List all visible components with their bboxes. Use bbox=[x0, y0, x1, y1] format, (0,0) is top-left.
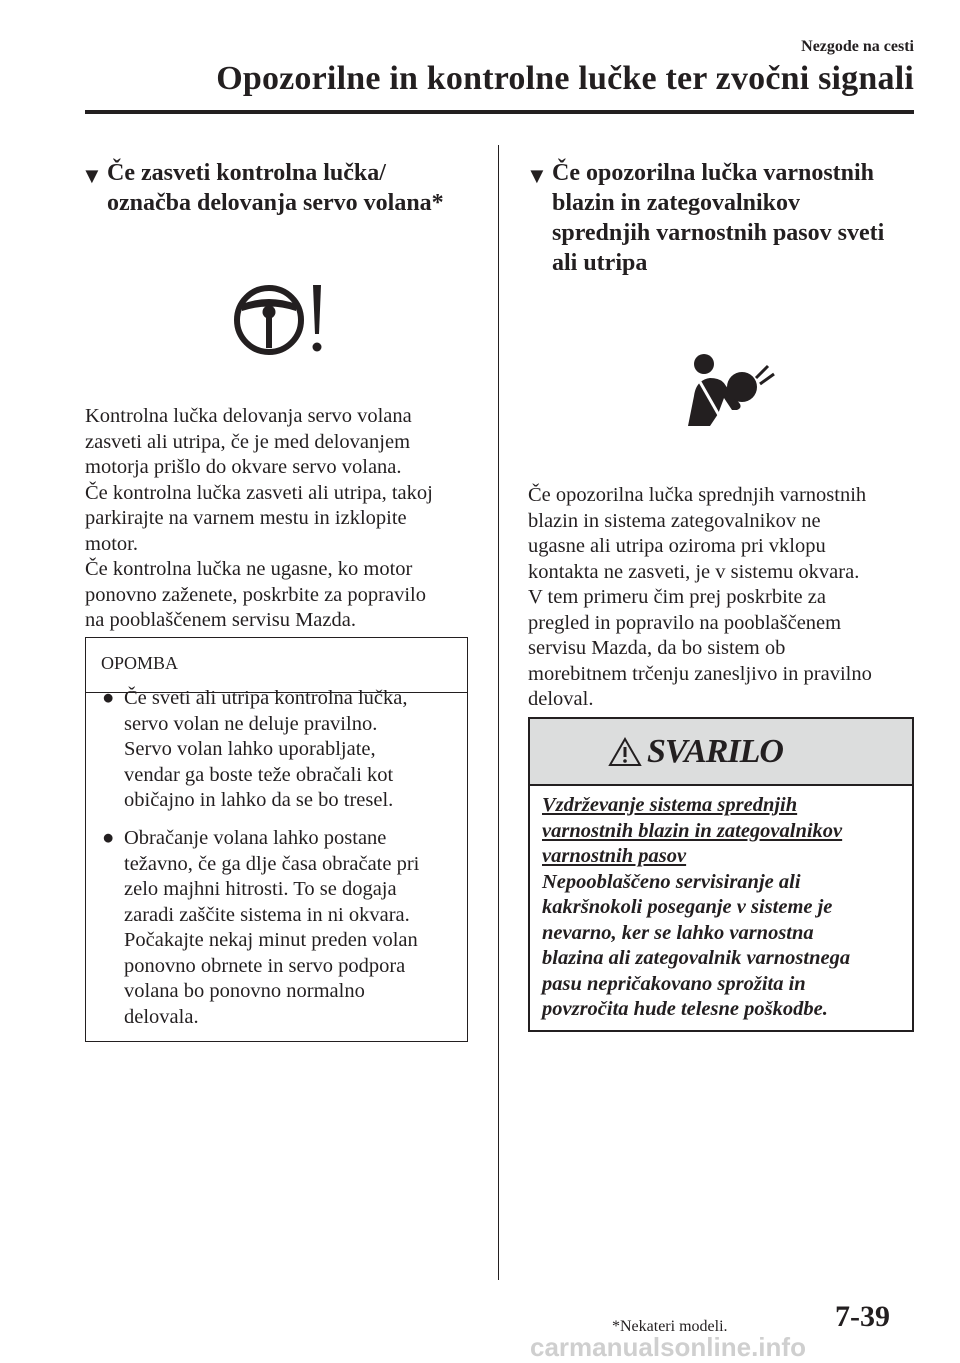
text-line: Počakajte nekaj minut preden volan bbox=[124, 929, 418, 951]
warning-subtitle-line: varnostnih pasov bbox=[542, 845, 687, 867]
warning-box bbox=[528, 717, 914, 1032]
right-heading-line: Če opozorilna lučka varnostnih bbox=[552, 160, 875, 186]
text-line: blazin in sistema zategovalnikov ne bbox=[528, 509, 821, 532]
right-heading-line: ali utripa bbox=[552, 250, 648, 276]
warning-text-line: povzročita hude telesne poškodbe. bbox=[542, 998, 828, 1020]
text-line: servo volan ne deluje pravilno. bbox=[124, 712, 378, 735]
text-line: običajno in lahko da se bo tresel. bbox=[124, 789, 394, 811]
note-title: OPOMBA bbox=[86, 638, 467, 693]
text-line: zelo majhni hitrosti. To se dogaja bbox=[124, 878, 397, 900]
text-line: Kontrolna lučka delovanja servo volana bbox=[85, 405, 412, 427]
text-line: motor. bbox=[85, 532, 138, 555]
right-heading-line: blazin in zategovalnikov bbox=[552, 190, 801, 216]
note-box bbox=[85, 637, 468, 1042]
text-line: Če opozorilna lučka sprednjih varnostnih bbox=[528, 484, 867, 506]
warning-title: SVARILO bbox=[647, 733, 783, 770]
text-line: zasveti ali utripa, če je med delovanjem bbox=[85, 430, 411, 453]
text-line: Servo volan lahko uporabljate, bbox=[124, 738, 376, 760]
text-line: servisu Mazda, da bo sistem ob bbox=[528, 637, 786, 659]
left-heading bbox=[81, 158, 477, 218]
warning-text-line: kakršnokoli poseganje v sisteme je bbox=[542, 896, 833, 918]
section-triangle-icon: ▼ bbox=[81, 163, 103, 188]
text-line: Če kontrolna lučka ne ugasne, ko motor bbox=[85, 558, 413, 580]
text-line: ponovno obrnete in servo podpora bbox=[124, 954, 406, 977]
warning-body bbox=[542, 793, 902, 1023]
text-line: ponovno zaženete, poskrbite za popravilo bbox=[85, 583, 426, 606]
warning-subtitle-line: varnostnih blazin in zategovalnikov bbox=[542, 819, 843, 842]
bullet-icon: ● bbox=[102, 687, 115, 709]
header-divider bbox=[85, 110, 914, 114]
text-line: kontakta ne zasveti, je v sistemu okvara. bbox=[528, 560, 860, 583]
warning-subtitle-line: Vzdrževanje sistema sprednjih bbox=[542, 794, 798, 816]
text-line: na pooblaščenem servisu Mazda. bbox=[85, 609, 356, 631]
note-item-2 bbox=[102, 826, 459, 1030]
airbag-warning-icon bbox=[680, 352, 780, 432]
text-line: pregled in popravilo na pooblaščenem bbox=[528, 611, 842, 634]
warning-text-line: nevarno, ker se lahko varnostna bbox=[542, 921, 814, 944]
right-heading bbox=[526, 158, 922, 278]
section-triangle-icon: ▼ bbox=[526, 163, 548, 188]
text-line: vendar ga boste teže obračali kot bbox=[124, 763, 394, 786]
text-line: Obračanje volana lahko postane bbox=[124, 827, 387, 849]
left-heading-line: Če zasveti kontrolna lučka/ bbox=[107, 160, 386, 186]
warning-text-line: pasu nepričakovano sprožita in bbox=[542, 972, 806, 995]
text-line: parkirajte na varnem mestu in izklopite bbox=[85, 507, 407, 529]
footnote: *Nekateri modeli. bbox=[612, 1318, 728, 1335]
right-paragraph bbox=[528, 483, 923, 713]
text-line: motorja prišlo do okvare servo volana. bbox=[85, 456, 402, 478]
watermark: carmanualsonline.info bbox=[530, 1332, 806, 1362]
warning-text-line: blazina ali zategovalnik varnostnega bbox=[542, 947, 851, 969]
right-heading-line: sprednjih varnostnih pasov sveti bbox=[552, 220, 885, 246]
warning-header bbox=[530, 719, 912, 786]
text-line: volana bo ponovno normalno bbox=[124, 980, 365, 1002]
text-line: zaradi zaščite sistema in ni okvara. bbox=[124, 903, 410, 926]
text-line: Če kontrolna lučka zasveti ali utripa, takoj bbox=[85, 481, 433, 504]
text-line: morebitnem trčenju zanesljivo in pravilno bbox=[528, 662, 872, 685]
page-number: 7-39 bbox=[835, 1300, 890, 1333]
page-title: Opozorilne in kontrolne lučke ter zvočni signali bbox=[216, 60, 914, 97]
section-label: Nezgode na cesti bbox=[801, 38, 914, 55]
column-divider bbox=[498, 145, 499, 1280]
text-line: Če sveti ali utripa kontrolna lučka, bbox=[124, 687, 408, 709]
left-heading-line: označba delovanja servo volana* bbox=[107, 190, 444, 216]
text-line: V tem primeru čim prej poskrbite za bbox=[528, 586, 826, 608]
text-line: deloval. bbox=[528, 688, 594, 710]
warning-triangle-icon bbox=[608, 737, 642, 767]
text-line: težavno, če ga dlje časa obračate pri bbox=[124, 852, 420, 875]
power-steering-warning-icon bbox=[230, 282, 340, 362]
left-paragraph bbox=[85, 404, 480, 634]
text-line: delovala. bbox=[124, 1005, 199, 1028]
text-line: ugasne ali utripa oziroma pri vklopu bbox=[528, 535, 826, 557]
note-item-1 bbox=[102, 686, 459, 814]
bullet-icon: ● bbox=[102, 827, 115, 849]
warning-text-line: Nepooblaščeno servisiranje ali bbox=[542, 870, 801, 893]
